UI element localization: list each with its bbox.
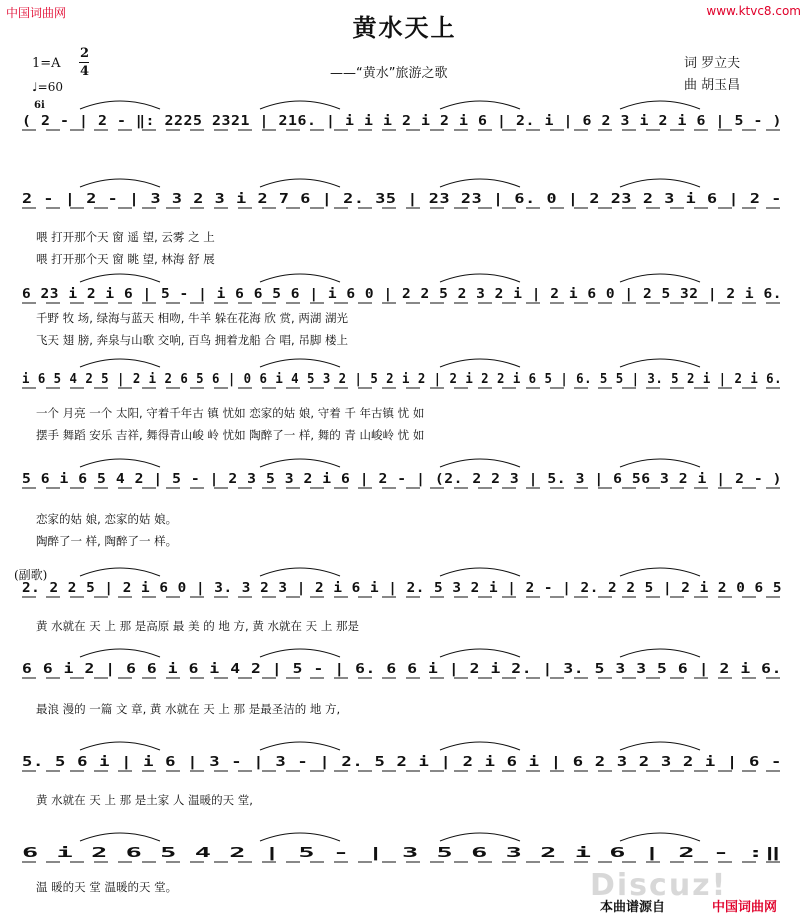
notation-row-3: 6 23 i 2 i 6 | 5 - | i 6 6 5 6 | i 6 0 | 2 2 5 2 3 2 i | 2 i 6 0 | 2 5 32 | 2 i 6. xyxy=(22,287,782,302)
lyric-line-8-1: 黄 水就在 天 上 那 是土家 人 温暖的天 堂, xyxy=(36,793,253,807)
slur-mark xyxy=(620,649,700,657)
slur-mark xyxy=(80,833,160,841)
chorus-label: (副歌) xyxy=(14,568,48,582)
notation-row-7: 6 6 i 2 | 6 6 i 6 i 4 2 | 5 - | 6. 6 6 i | 2 i 2. | 3. 5 3 3 5 6 | 2 i 6. xyxy=(22,662,782,677)
lyric-line-2-2: 喂 打开那个天 窗 眺 望, 林海 舒 展 xyxy=(36,252,215,266)
lyric-line-9-1: 温 暖的天 堂 温暖的天 堂。 xyxy=(36,880,178,894)
slur-mark xyxy=(440,101,520,109)
slur-mark xyxy=(440,274,520,282)
tempo-marking: ♩=60 xyxy=(32,80,63,94)
slur-mark xyxy=(260,179,340,187)
slur-mark xyxy=(440,179,520,187)
slur-mark xyxy=(440,568,520,576)
slur-mark xyxy=(260,833,340,841)
site-watermark-right: www.ktvc8.com xyxy=(706,4,801,18)
slur-mark xyxy=(260,459,340,467)
lyric-line-4-1: 一个 月亮 一个 太阳, 守着千年古 镇 忧如 恋家的姑 娘, 守着 千 年古镇 忧 如 xyxy=(36,406,425,420)
slur-mark xyxy=(440,649,520,657)
slur-mark xyxy=(440,833,520,841)
slur-mark xyxy=(620,568,700,576)
slur-mark xyxy=(620,274,700,282)
slur-mark xyxy=(440,459,520,467)
notation-rows xyxy=(22,101,782,894)
slur-mark xyxy=(260,742,340,750)
lyric-line-4-2: 摆手 舞蹈 安乐 吉祥, 舞得青山峻 岭 忧如 陶醉了一 样, 舞的 青 山峻岭 忧 如 xyxy=(36,428,425,442)
notation-row-9: 6 i 2 6 5 4 2 | 5 - | 3 5 6 3 2 i 6 | 2 - :‖ xyxy=(22,846,782,861)
time-signature-bottom: 4 xyxy=(80,64,90,79)
notation-row-1: ( 2 - | 2 - ‖: 2225 2321 | 216. | i i i 2 i 2 i 6 | 2. i | 6 2 3 i 2 i 6 | 5 - ) xyxy=(22,114,782,129)
slur-mark xyxy=(620,742,700,750)
slur-mark xyxy=(260,359,340,367)
slur-mark xyxy=(260,568,340,576)
slur-mark xyxy=(80,101,160,109)
notation-row-4: i 6 5 4 2 5 | 2 i 2 6 5 6 | 0 6 i 4 5 3 2 | 5 2 i 2 | 2 i 2 2 i 6 5 | 6. 5 5 | 3. 5 2 i | 2 i 6. xyxy=(22,372,782,387)
slur-mark xyxy=(620,833,700,841)
footer-source-label: 本曲谱源自 xyxy=(600,900,666,915)
slur-mark xyxy=(260,649,340,657)
grace-notes: 6i xyxy=(34,100,45,111)
lyric-line-5-1: 恋家的姑 娘, 恋家的姑 娘。 xyxy=(36,512,178,526)
song-subtitle: ——“黄水”旅游之歌 xyxy=(330,66,448,81)
time-signature-top: 2 xyxy=(80,46,90,61)
lyric-line-7-1: 最浪 漫的 一篇 文 章, 黄 水就在 天 上 那 是最圣洁的 地 方, xyxy=(36,702,341,716)
lyric-line-5-2: 陶醉了一 样, 陶醉了一 样。 xyxy=(36,534,178,548)
slur-mark xyxy=(80,742,160,750)
notation-row-5: 5 6 i 6 5 4 2 | 5 - | 2 3 5 3 2 i 6 | 2 - | (2. 2 2 3 | 5. 3 | 6 56 3 2 i | 2 - ) xyxy=(22,472,783,487)
slur-mark xyxy=(440,742,520,750)
notation-row-2: 2 - | 2 - | 3 3 2 3 i 2 7 6 | 2. 35 | 23 23 | 6. 0 | 2 23 2 3 i 6 | 2 - xyxy=(22,192,783,207)
lyric-line-6-1: 黄 水就在 天 上 那 是高原 最 美 的 地 方, 黄 水就在 天 上 那是 xyxy=(36,619,359,633)
slur-mark xyxy=(620,359,700,367)
slur-mark xyxy=(80,179,160,187)
footer-site-name: 中国词曲网 xyxy=(712,900,778,915)
slur-mark xyxy=(620,459,700,467)
slur-mark xyxy=(80,274,160,282)
slur-mark xyxy=(80,568,160,576)
slur-mark xyxy=(80,459,160,467)
lyric-line-2-1: 喂 打开那个天 窗 遥 望, 云雾 之 上 xyxy=(36,230,215,244)
lyric-line-3-2: 飞天 翅 膀, 奔泉与山歌 交响, 百鸟 拥着龙船 合 唱, 吊脚 楼上 xyxy=(36,333,349,347)
site-watermark-left: 中国词曲网 xyxy=(6,6,67,20)
slur-mark xyxy=(620,101,700,109)
composer-credit: 曲 胡玉昌 xyxy=(684,78,741,93)
slur-mark xyxy=(440,359,520,367)
notation-row-8: 5. 5 6 i | i 6 | 3 - | 3 - | 2. 5 2 i | 2 i 6 i | 6 2 3 2 3 2 i | 6 - xyxy=(22,755,782,770)
lyric-line-3-1: 千野 牧 场, 绿海与蓝天 相吻, 牛羊 躲在花海 欣 赏, 两湖 湖光 xyxy=(36,311,349,325)
key-signature: 1=A xyxy=(32,56,61,71)
slur-mark xyxy=(80,359,160,367)
slur-mark xyxy=(260,274,340,282)
song-title: 黄水天上 xyxy=(352,14,457,42)
lyricist-credit: 词 罗立夫 xyxy=(684,56,741,71)
slur-mark xyxy=(260,101,340,109)
notation-row-6: 2. 2 2 5 | 2 i 6 0 | 3. 3 2 3 | 2 i 6 i | 2. 5 3 2 i | 2 - | 2. 2 2 5 | 2 i 2 0 6 5 xyxy=(22,581,782,596)
slur-mark xyxy=(620,179,700,187)
slur-mark xyxy=(80,649,160,657)
discuz-watermark: Discuz! xyxy=(590,868,728,903)
